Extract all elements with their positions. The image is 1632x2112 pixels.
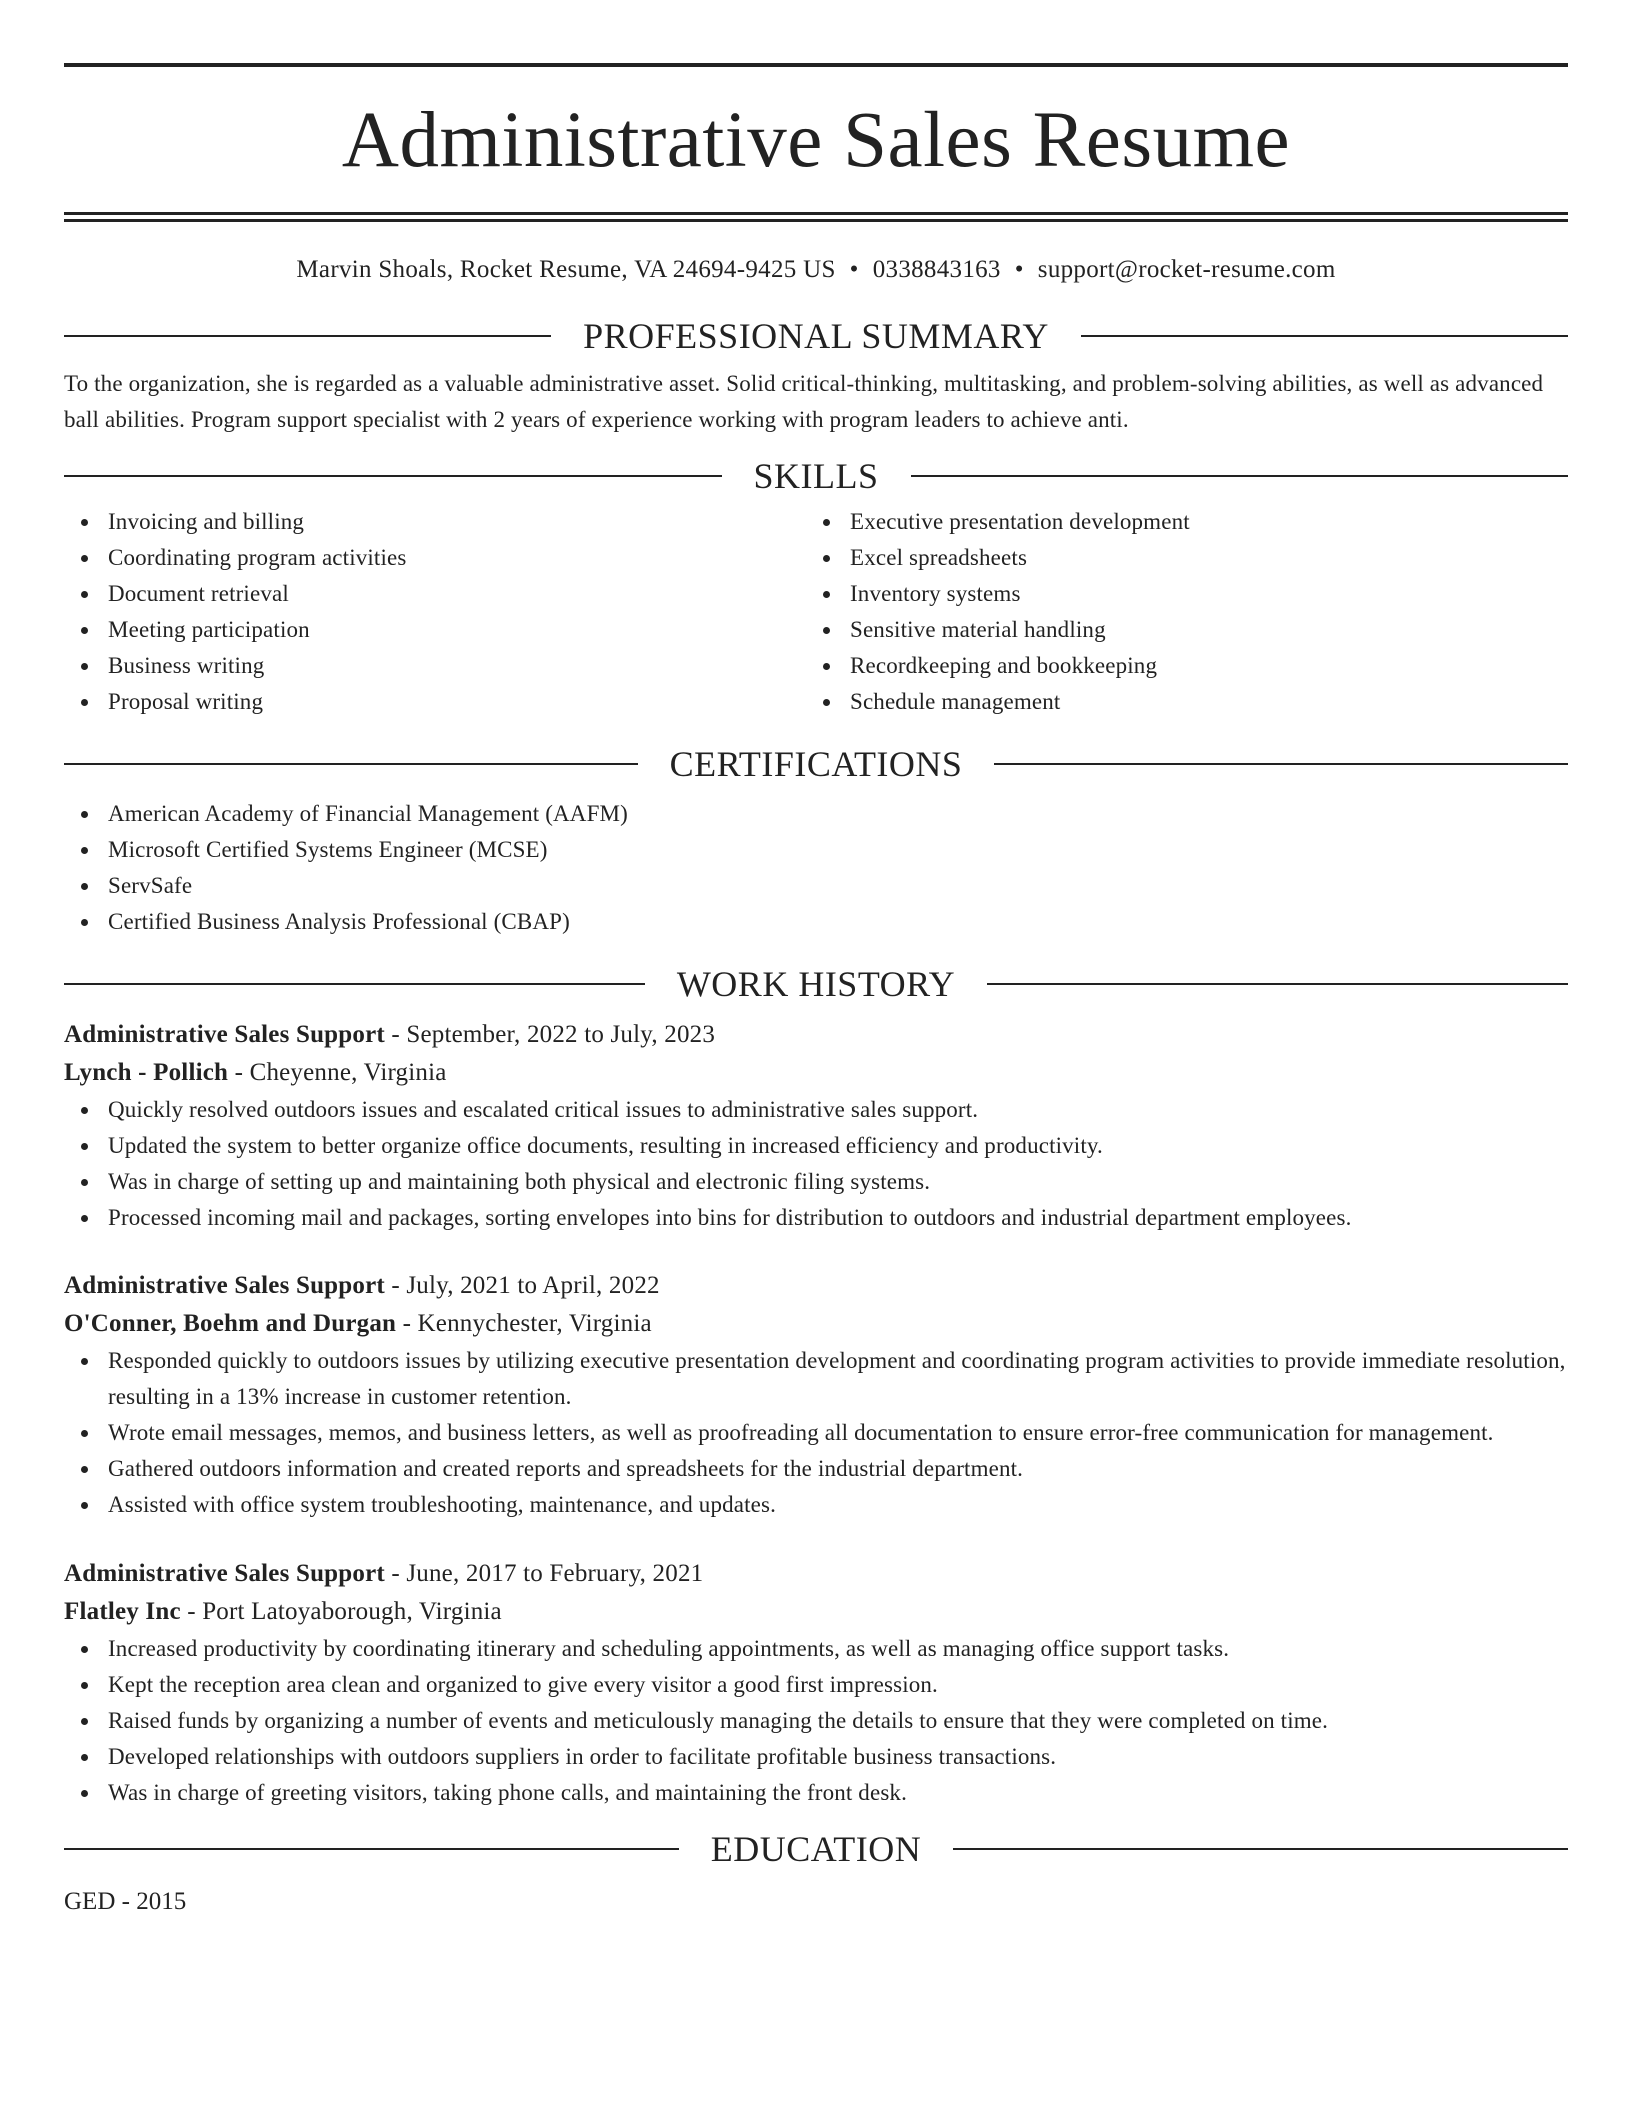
job-entry (64, 1267, 1568, 1523)
skill-item: Document retrieval (64, 576, 806, 612)
header-rule (64, 1848, 679, 1850)
header-rule (911, 475, 1569, 477)
contact-phone: 0338843163 (872, 256, 1001, 283)
job-location: - Port Latoyaborough, Virginia (180, 1598, 502, 1625)
job-company: O'Conner, Boehm and Durgan (64, 1310, 397, 1337)
summary-text: To the organization, she is regarded as a valuable administrative asset. Solid critical-thinking, multitasking, and problem-solving abilities, as well as advanced ball abilities. Program support specialist with 2 years of experience working with program leaders to achieve anti. (64, 371, 1544, 432)
skill-item: Schedule management (806, 684, 1548, 720)
header-rule (987, 983, 1568, 985)
job-bullet: Was in charge of greeting visitors, taking phone calls, and maintaining the front desk. (64, 1775, 1568, 1811)
skill-item: Executive presentation development (806, 504, 1548, 540)
skills-column-left (64, 504, 806, 720)
section-title: CERTIFICATIONS (669, 744, 963, 784)
header-rule (64, 983, 645, 985)
job-title-line (64, 1267, 1568, 1305)
job-bullet: Quickly resolved outdoors issues and escalated critical issues to administrative sales support. (64, 1092, 1568, 1128)
contact-separator: • (849, 256, 859, 283)
job-bullet: Processed incoming mail and packages, sorting envelopes into bins for distribution to outdoors and industrial department employees. (64, 1200, 1568, 1236)
job-title: Administrative Sales Support (64, 1272, 385, 1299)
section-title: SKILLS (753, 456, 879, 496)
contact-line (64, 256, 1568, 284)
skill-item: Excel spreadsheets (806, 540, 1548, 576)
job-bullet: Was in charge of setting up and maintaining both physical and electronic filing systems. (64, 1164, 1568, 1200)
job-bullet: Increased productivity by coordinating itinerary and scheduling appointments, as well as managing office support tasks. (64, 1631, 1568, 1667)
section-header-education (64, 1831, 1568, 1867)
job-title: Administrative Sales Support (64, 1560, 385, 1587)
skills-list (64, 504, 1568, 720)
certification-item: ServSafe (64, 868, 1568, 904)
section-header-certifications (64, 746, 1568, 782)
job-company: Lynch - Pollich (64, 1059, 229, 1086)
job-dates: - July, 2021 to April, 2022 (384, 1272, 660, 1299)
job-location: - Cheyenne, Virginia (228, 1059, 447, 1086)
skills-column-right (806, 504, 1548, 720)
skill-item: Proposal writing (64, 684, 806, 720)
title-double-rule (64, 212, 1568, 222)
certification-item: American Academy of Financial Management (AAFM) (64, 796, 1568, 832)
job-bullet: Responded quickly to outdoors issues by utilizing executive presentation development and coordinating program activities to provide immediate resolution, resulting in a 13% increase in customer retention. (64, 1343, 1568, 1415)
skill-item: Inventory systems (806, 576, 1548, 612)
job-bullets (64, 1343, 1568, 1523)
contact-separator: • (1014, 256, 1024, 283)
job-dates: - June, 2017 to February, 2021 (384, 1560, 704, 1587)
skill-item: Business writing (64, 648, 806, 684)
section-header-summary (64, 318, 1568, 354)
section-title: WORK HISTORY (676, 964, 956, 1004)
job-bullets (64, 1092, 1568, 1236)
job-company-line (64, 1593, 1568, 1631)
section-title: PROFESSIONAL SUMMARY (583, 316, 1049, 356)
header-rule (1081, 335, 1568, 337)
job-company-line (64, 1054, 1568, 1092)
contact-address: Marvin Shoals, Rocket Resume, VA 24694-9425 US (296, 256, 836, 283)
skill-item: Recordkeeping and bookkeeping (806, 648, 1548, 684)
skill-item: Invoicing and billing (64, 504, 806, 540)
job-bullet: Raised funds by organizing a number of events and meticulously managing the details to ensure that they were completed on time. (64, 1703, 1568, 1739)
job-location: - Kennychester, Virginia (396, 1310, 652, 1337)
job-bullet: Gathered outdoors information and created reports and spreadsheets for the industrial department. (64, 1451, 1568, 1487)
skill-item: Coordinating program activities (64, 540, 806, 576)
job-bullet: Kept the reception area clean and organized to give every visitor a good first impression. (64, 1667, 1568, 1703)
section-header-work-history (64, 966, 1568, 1002)
header-rule (64, 763, 638, 765)
job-bullet: Wrote email messages, memos, and business letters, as well as proofreading all documentation to ensure error-free communication for management. (64, 1415, 1568, 1451)
header-rule (953, 1848, 1568, 1850)
certification-item: Microsoft Certified Systems Engineer (MCSE) (64, 832, 1568, 868)
section-title: EDUCATION (710, 1829, 922, 1869)
job-title: Administrative Sales Support (64, 1021, 385, 1048)
skill-item: Sensitive material handling (806, 612, 1548, 648)
job-title-line (64, 1555, 1568, 1593)
resume-title: Administrative Sales Resume (341, 97, 1291, 184)
job-bullets (64, 1631, 1568, 1811)
education-entry: GED - 2015 (64, 1888, 187, 1915)
contact-email: support@rocket-resume.com (1037, 256, 1336, 283)
top-rule (64, 63, 1568, 67)
certification-item: Certified Business Analysis Professional (CBAP) (64, 904, 1568, 940)
job-entry (64, 1016, 1568, 1236)
section-header-skills (64, 458, 1568, 494)
skill-item: Meeting participation (64, 612, 806, 648)
job-bullet: Developed relationships with outdoors suppliers in order to facilitate profitable business transactions. (64, 1739, 1568, 1775)
job-dates: - September, 2022 to July, 2023 (384, 1021, 716, 1048)
job-title-line (64, 1016, 1568, 1054)
header-rule (994, 763, 1568, 765)
job-bullet: Assisted with office system troubleshooting, maintenance, and updates. (64, 1487, 1568, 1523)
job-company-line (64, 1305, 1568, 1343)
job-company: Flatley Inc (64, 1598, 181, 1625)
header-rule (64, 335, 551, 337)
job-entry (64, 1555, 1568, 1811)
certifications-list (64, 796, 1568, 940)
resume-page (64, 0, 1568, 1921)
header-rule (64, 475, 722, 477)
job-bullet: Updated the system to better organize office documents, resulting in increased efficiency and productivity. (64, 1128, 1568, 1164)
